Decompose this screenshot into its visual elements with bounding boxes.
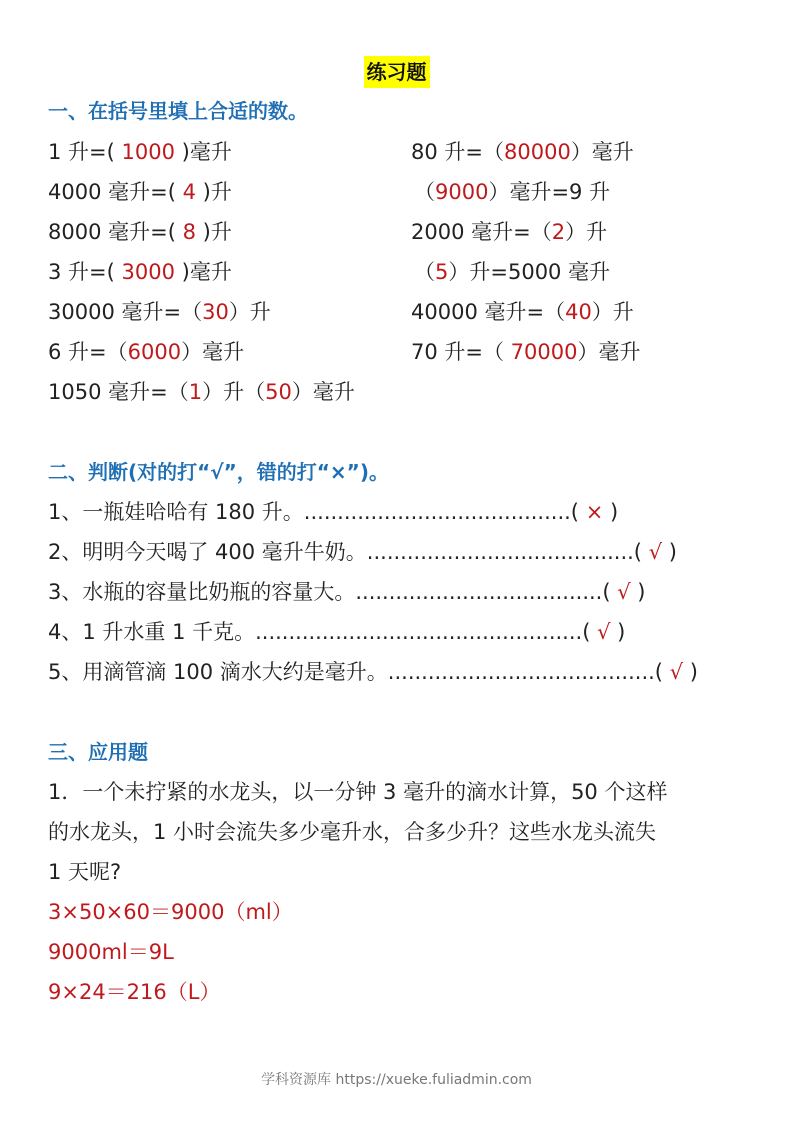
section1-heading: 一、在括号里填上合适的数。	[48, 99, 308, 123]
question-line-3: 1 天呢?	[48, 860, 122, 884]
fill-item-left-3: 8000 毫升=( 8 )升	[48, 220, 232, 244]
fill-item-left-2: 4000 毫升=( 4 )升	[48, 180, 232, 204]
fill-item-left-1: 1 升=( 1000 )毫升	[48, 140, 232, 164]
answer-line-2: 9000ml＝9L	[48, 940, 174, 964]
page-title: 练习题	[364, 56, 430, 88]
judge-item-4: 4、1 升水重 1 千克。.................................................( √ )	[48, 620, 626, 644]
answer: 3000	[121, 260, 175, 284]
answer: 2	[551, 220, 566, 244]
answer-line-1: 3×50×60＝9000（ml）	[48, 900, 293, 924]
answer: 70000	[510, 340, 578, 364]
title-wrap	[0, 56, 793, 88]
answer: 1	[188, 380, 203, 404]
answer-mark: √	[648, 540, 663, 564]
question-line-2: 的水龙头，1 小时会流失多少毫升水，合多少升？这些水龙头流失	[48, 820, 657, 844]
answer: 4	[182, 180, 196, 204]
fill-item-right-4: （5）升=5000 毫升	[414, 260, 611, 284]
answer: 1000	[121, 140, 175, 164]
judge-item-3: 3、水瓶的容量比奶瓶的容量大。.....................................( √ )	[48, 580, 646, 604]
judge-item-5: 5、用滴管滴 100 滴水大约是毫升。........................................( √ )	[48, 660, 698, 684]
answer: 6000	[127, 340, 182, 364]
section2-heading: 二、判断(对的打“√”，错的打“×”)。	[48, 460, 389, 484]
fill-item-right-1: 80 升=（80000）毫升	[411, 140, 634, 164]
answer: 50	[265, 380, 292, 404]
fill-item-right-3: 2000 毫升=（2）升	[411, 220, 608, 244]
answer-mark: √	[617, 580, 631, 604]
question-line-1: 1．一个未拧紧的水龙头，以一分钟 3 毫升的滴水计算，50 个这样	[48, 780, 668, 804]
answer: 30	[202, 300, 229, 324]
fill-item-right-6: 70 升=（ 70000）毫升	[411, 340, 641, 364]
fill-item-last: 1050 毫升=（1）升（50）毫升	[48, 380, 355, 404]
fill-item-left-5: 30000 毫升=（30）升	[48, 300, 271, 324]
answer: 9000	[435, 180, 489, 204]
fill-item-left-4: 3 升=( 3000 )毫升	[48, 260, 232, 284]
fill-item-left-6: 6 升=（6000）毫升	[48, 340, 245, 364]
answer-mark: √	[597, 620, 611, 644]
answer-mark: √	[669, 660, 684, 684]
footer-watermark: 学科资源库 https://xueke.fuliadmin.com	[261, 1072, 532, 1088]
answer-line-3: 9×24＝216（L）	[48, 980, 221, 1004]
answer: 5	[435, 260, 449, 284]
answer: 8	[182, 220, 196, 244]
judge-item-2: 2、明明今天喝了 400 毫升牛奶。........................................( √ )	[48, 540, 677, 564]
answer: 80000	[504, 140, 571, 164]
fill-item-right-5: 40000 毫升=（40）升	[411, 300, 634, 324]
fill-item-right-2: （9000）毫升=9 升	[414, 180, 611, 204]
answer: 40	[565, 300, 592, 324]
section3-heading: 三、应用题	[48, 740, 148, 764]
answer-mark: ×	[585, 500, 604, 524]
judge-item-1: 1、一瓶娃哈哈有 180 升。........................................( × )	[48, 500, 619, 524]
